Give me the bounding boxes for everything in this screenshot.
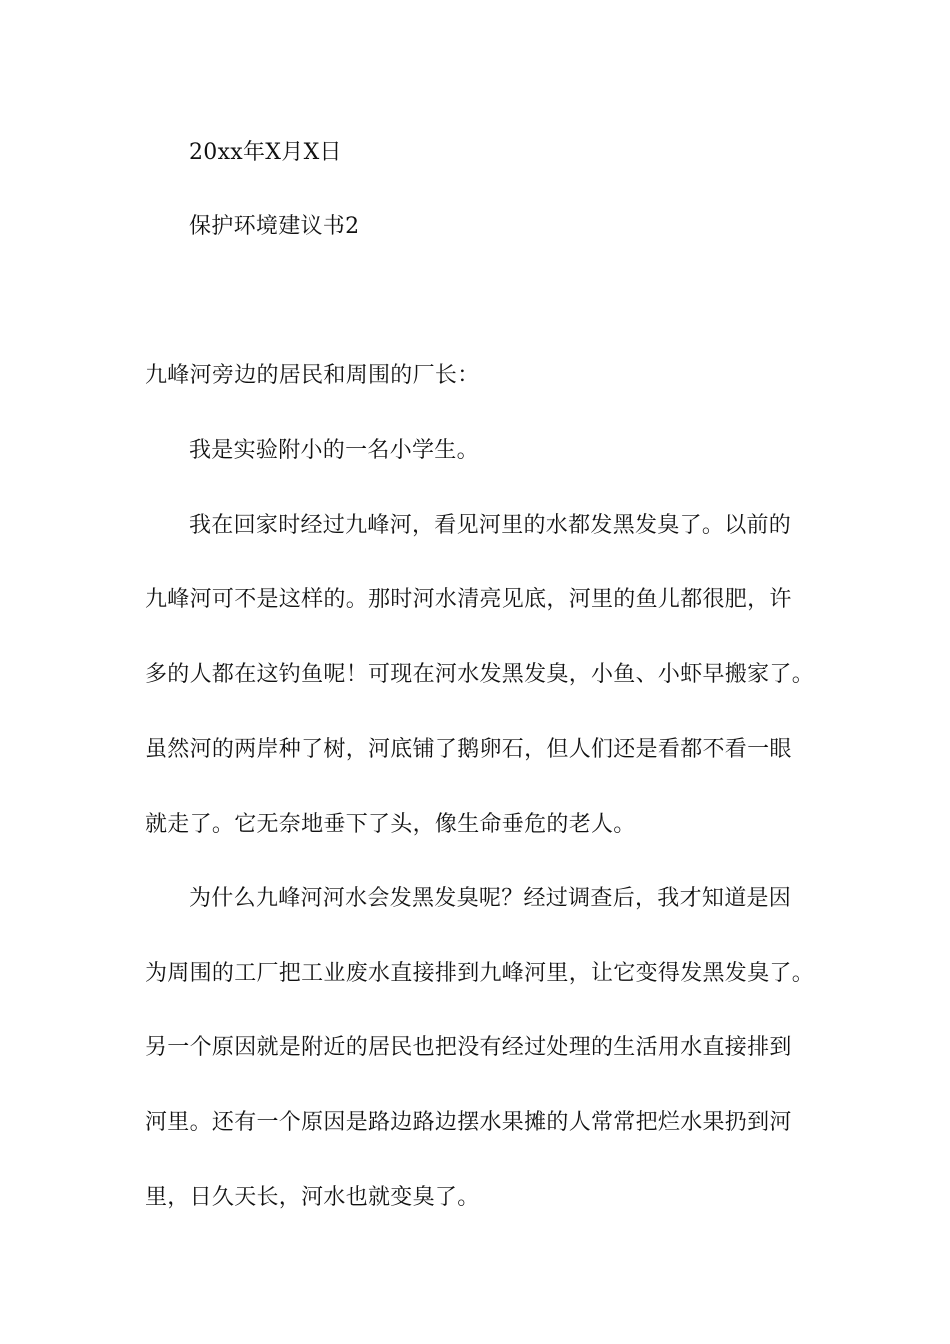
letter-salutation: 九峰河旁边的居民和周围的厂长： <box>145 363 480 388</box>
paragraph-line: 多的人都在这钓鱼呢！可现在河水发黑发臭，小鱼、小虾早搬家了。 <box>145 662 815 687</box>
paragraph-line: 我在回家时经过九峰河，看见河里的水都发黑发臭了。以前的 <box>189 513 792 538</box>
paragraph-line: 虽然河的两岸种了树，河底铺了鹅卵石，但人们还是看都不看一眼 <box>145 737 792 762</box>
letter-date: 20xx年X月X日 <box>189 140 342 165</box>
paragraph-line: 九峰河可不是这样的。那时河水清亮见底，河里的鱼儿都很肥，许 <box>145 587 792 612</box>
paragraph-line: 里，日久天长，河水也就变臭了。 <box>145 1185 480 1210</box>
letter-title: 保护环境建议书2 <box>189 214 360 239</box>
paragraph-line: 为什么九峰河河水会发黑发臭呢？经过调查后，我才知道是因 <box>189 886 792 911</box>
paragraph-line: 我是实验附小的一名小学生。 <box>189 438 479 463</box>
paragraph-line: 河里。还有一个原因是路边路边摆水果摊的人常常把烂水果扔到河 <box>145 1110 792 1135</box>
paragraph-line: 为周围的工厂把工业废水直接排到九峰河里，让它变得发黑发臭了。 <box>145 961 815 986</box>
paragraph-line: 就走了。它无奈地垂下了头，像生命垂危的老人。 <box>145 812 636 837</box>
paragraph-line: 另一个原因就是附近的居民也把没有经过处理的生活用水直接排到 <box>145 1035 792 1060</box>
